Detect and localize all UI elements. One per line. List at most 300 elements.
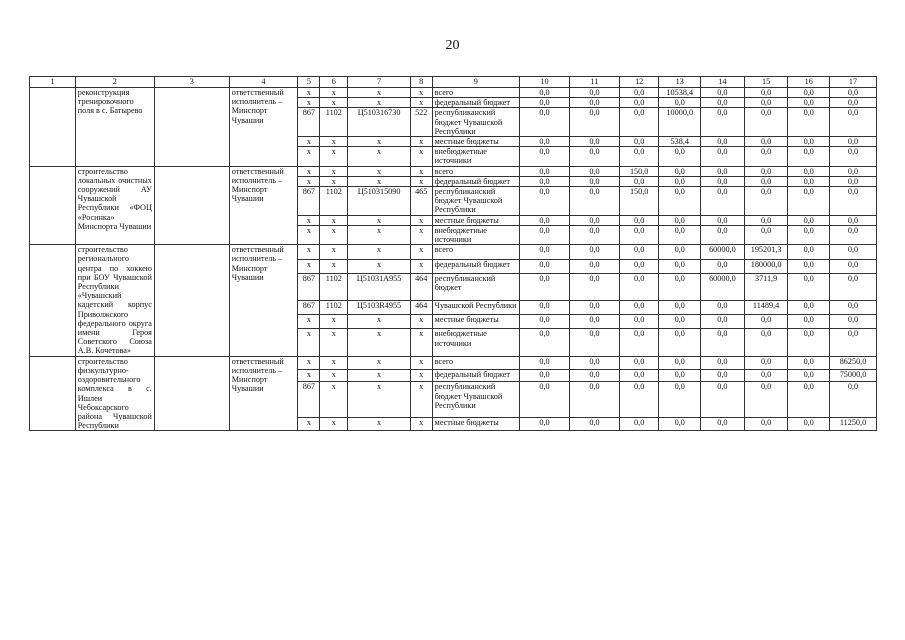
- column-header: 12: [619, 77, 659, 88]
- amount-cell: 0,0: [520, 225, 570, 244]
- code-grbs: х: [298, 137, 320, 147]
- amount-cell: 3711,9: [744, 273, 788, 300]
- code-grbs: х: [298, 315, 320, 329]
- amount-cell: 0,0: [830, 215, 877, 225]
- amount-cell: 0,0: [569, 147, 619, 166]
- amount-cell: 0,0: [619, 108, 659, 137]
- amount-cell: 0,0: [830, 329, 877, 356]
- code-target: х: [348, 356, 410, 369]
- amount-cell: 0,0: [520, 382, 570, 418]
- funding-source: местные бюджеты: [432, 418, 519, 431]
- code-target: Ц510315090: [348, 187, 410, 216]
- code-target: Ц51031А955: [348, 273, 410, 300]
- amount-cell: 86250,0: [830, 356, 877, 369]
- code-target: х: [348, 176, 410, 186]
- amount-cell: 0,0: [744, 418, 788, 431]
- code-target: Ц5103R4955: [348, 300, 410, 314]
- amount-cell: 0,0: [830, 245, 877, 259]
- amount-cell: 0,0: [701, 187, 745, 216]
- code-grbs: 867: [298, 300, 320, 314]
- code-type: х: [410, 259, 432, 273]
- amount-cell: 0,0: [830, 300, 877, 314]
- code-section: 1102: [320, 108, 348, 137]
- amount-cell: 0,0: [520, 137, 570, 147]
- amount-cell: 0,0: [788, 176, 830, 186]
- amount-cell: 0,0: [659, 176, 701, 186]
- amount-cell: 0,0: [659, 166, 701, 176]
- code-grbs: х: [298, 215, 320, 225]
- table-body: [30, 77, 877, 431]
- code-section: х: [320, 315, 348, 329]
- amount-cell: 0,0: [569, 176, 619, 186]
- amount-cell: 0,0: [830, 259, 877, 273]
- amount-cell: 0,0: [569, 187, 619, 216]
- amount-cell: 0,0: [619, 98, 659, 108]
- amount-cell: 0,0: [744, 369, 788, 382]
- amount-cell: 0,0: [569, 315, 619, 329]
- amount-cell: 0,0: [569, 245, 619, 259]
- amount-cell: 0,0: [520, 369, 570, 382]
- amount-cell: 11489,4: [744, 300, 788, 314]
- amount-cell: 0,0: [659, 187, 701, 216]
- amount-cell: 0,0: [788, 259, 830, 273]
- code-target: х: [348, 88, 410, 98]
- amount-cell: 0,0: [701, 356, 745, 369]
- amount-cell: 0,0: [744, 382, 788, 418]
- column-header: 16: [788, 77, 830, 88]
- amount-cell: 0,0: [659, 259, 701, 273]
- column-header: 15: [744, 77, 788, 88]
- amount-cell: 0,0: [569, 98, 619, 108]
- amount-cell: 0,0: [619, 245, 659, 259]
- code-target: х: [348, 215, 410, 225]
- code-target: х: [348, 98, 410, 108]
- amount-cell: 0,0: [788, 147, 830, 166]
- amount-cell: 0,0: [744, 176, 788, 186]
- funding-source: федеральный бюджет: [432, 369, 519, 382]
- amount-cell: 0,0: [520, 166, 570, 176]
- cell-col1: [30, 166, 76, 245]
- funding-source: всего: [432, 245, 519, 259]
- amount-cell: 0,0: [569, 215, 619, 225]
- amount-cell: 0,0: [788, 108, 830, 137]
- amount-cell: 0,0: [520, 88, 570, 98]
- amount-cell: 0,0: [619, 273, 659, 300]
- amount-cell: 0,0: [520, 215, 570, 225]
- amount-cell: 0,0: [701, 137, 745, 147]
- amount-cell: 0,0: [701, 166, 745, 176]
- funding-source: внебюджетные источники: [432, 225, 519, 244]
- code-grbs: х: [298, 418, 320, 431]
- amount-cell: 0,0: [788, 315, 830, 329]
- code-type: х: [410, 98, 432, 108]
- amount-cell: 0,0: [619, 300, 659, 314]
- amount-cell: 0,0: [788, 382, 830, 418]
- amount-cell: 75000,0: [830, 369, 877, 382]
- amount-cell: 0,0: [659, 98, 701, 108]
- amount-cell: 0,0: [788, 225, 830, 244]
- header-row: [30, 77, 877, 88]
- code-type: 522: [410, 108, 432, 137]
- amount-cell: 0,0: [744, 356, 788, 369]
- funding-source: внебюджетные источники: [432, 147, 519, 166]
- amount-cell: 0,0: [788, 215, 830, 225]
- code-section: х: [320, 98, 348, 108]
- amount-cell: 0,0: [744, 215, 788, 225]
- amount-cell: 0,0: [744, 187, 788, 216]
- funding-source: республиканский бюджет: [432, 273, 519, 300]
- amount-cell: 10000,0: [659, 108, 701, 137]
- code-section: х: [320, 418, 348, 431]
- code-section: х: [320, 259, 348, 273]
- amount-cell: 0,0: [569, 300, 619, 314]
- code-section: х: [320, 176, 348, 186]
- column-header: 1: [30, 77, 76, 88]
- amount-cell: 0,0: [830, 176, 877, 186]
- code-type: х: [410, 356, 432, 369]
- amount-cell: 0,0: [659, 356, 701, 369]
- code-target: х: [348, 137, 410, 147]
- amount-cell: 0,0: [744, 166, 788, 176]
- code-target: х: [348, 329, 410, 356]
- funding-source: федеральный бюджет: [432, 259, 519, 273]
- amount-cell: 0,0: [619, 315, 659, 329]
- amount-cell: 0,0: [619, 259, 659, 273]
- amount-cell: 0,0: [788, 98, 830, 108]
- code-type: х: [410, 225, 432, 244]
- amount-cell: 0,0: [569, 273, 619, 300]
- code-type: х: [410, 329, 432, 356]
- code-section: х: [320, 225, 348, 244]
- code-target: х: [348, 166, 410, 176]
- amount-cell: 0,0: [569, 369, 619, 382]
- amount-cell: 0,0: [830, 98, 877, 108]
- code-target: х: [348, 259, 410, 273]
- amount-cell: 0,0: [520, 108, 570, 137]
- amount-cell: 0,0: [520, 300, 570, 314]
- amount-cell: 0,0: [744, 329, 788, 356]
- code-section: х: [320, 369, 348, 382]
- amount-cell: 150,0: [619, 166, 659, 176]
- column-header: 14: [701, 77, 745, 88]
- amount-cell: 0,0: [520, 329, 570, 356]
- amount-cell: 0,0: [520, 245, 570, 259]
- amount-cell: 0,0: [659, 273, 701, 300]
- amount-cell: 0,0: [619, 329, 659, 356]
- table-row: [30, 245, 877, 259]
- amount-cell: 0,0: [659, 329, 701, 356]
- code-section: х: [320, 147, 348, 166]
- amount-cell: 0,0: [701, 176, 745, 186]
- code-section: х: [320, 329, 348, 356]
- amount-cell: 0,0: [701, 329, 745, 356]
- amount-cell: 0,0: [788, 418, 830, 431]
- code-grbs: х: [298, 369, 320, 382]
- code-section: х: [320, 215, 348, 225]
- code-grbs: 867: [298, 382, 320, 418]
- amount-cell: 0,0: [569, 382, 619, 418]
- amount-cell: 0,0: [659, 315, 701, 329]
- amount-cell: 0,0: [701, 225, 745, 244]
- object-name: строительство регионального центра по хоккею при БОУ Чувашской Республики «Чувашский кадетский корпус Приволжского федерального округа имени Героя Советского Союза А.В. Кочетова»: [75, 245, 154, 356]
- amount-cell: 0,0: [701, 88, 745, 98]
- code-target: Ц510316730: [348, 108, 410, 137]
- amount-cell: 0,0: [744, 147, 788, 166]
- code-target: х: [348, 147, 410, 166]
- code-grbs: х: [298, 225, 320, 244]
- column-header: 9: [432, 77, 519, 88]
- amount-cell: 0,0: [788, 245, 830, 259]
- amount-cell: 0,0: [744, 137, 788, 147]
- code-grbs: х: [298, 166, 320, 176]
- code-grbs: х: [298, 98, 320, 108]
- code-grbs: х: [298, 356, 320, 369]
- amount-cell: 0,0: [659, 215, 701, 225]
- code-target: х: [348, 369, 410, 382]
- code-grbs: х: [298, 147, 320, 166]
- column-header: 11: [569, 77, 619, 88]
- amount-cell: 0,0: [569, 259, 619, 273]
- amount-cell: 0,0: [619, 356, 659, 369]
- code-type: х: [410, 88, 432, 98]
- funding-source: всего: [432, 166, 519, 176]
- cell-col3: [154, 245, 229, 356]
- code-type: х: [410, 315, 432, 329]
- amount-cell: 0,0: [569, 88, 619, 98]
- amount-cell: 0,0: [788, 137, 830, 147]
- amount-cell: 0,0: [830, 315, 877, 329]
- amount-cell: 0,0: [788, 273, 830, 300]
- amount-cell: 0,0: [701, 215, 745, 225]
- column-header: 13: [659, 77, 701, 88]
- amount-cell: 10538,4: [659, 88, 701, 98]
- code-type: х: [410, 176, 432, 186]
- amount-cell: 0,0: [659, 382, 701, 418]
- amount-cell: 0,0: [520, 98, 570, 108]
- cell-col1: [30, 356, 76, 431]
- code-type: х: [410, 418, 432, 431]
- amount-cell: 0,0: [520, 187, 570, 216]
- funding-source: федеральный бюджет: [432, 98, 519, 108]
- amount-cell: 0,0: [830, 147, 877, 166]
- funding-source: внебюджетные источники: [432, 329, 519, 356]
- amount-cell: 538,4: [659, 137, 701, 147]
- code-type: 464: [410, 300, 432, 314]
- amount-cell: 0,0: [659, 418, 701, 431]
- amount-cell: 0,0: [659, 369, 701, 382]
- code-grbs: х: [298, 329, 320, 356]
- code-type: х: [410, 166, 432, 176]
- amount-cell: 0,0: [619, 137, 659, 147]
- column-header: 17: [830, 77, 877, 88]
- amount-cell: 0,0: [744, 98, 788, 108]
- code-target: х: [348, 315, 410, 329]
- amount-cell: 0,0: [701, 108, 745, 137]
- amount-cell: 0,0: [619, 369, 659, 382]
- code-section: 1102: [320, 187, 348, 216]
- amount-cell: 0,0: [830, 166, 877, 176]
- amount-cell: 0,0: [569, 108, 619, 137]
- code-grbs: 867: [298, 187, 320, 216]
- object-name: строительство локальных очистных сооружений АУ Чувашской Республики «ФОЦ «Росинка» Минспорта Чувашии: [75, 166, 154, 245]
- amount-cell: 0,0: [788, 356, 830, 369]
- code-type: х: [410, 382, 432, 418]
- code-section: х: [320, 88, 348, 98]
- code-type: х: [410, 369, 432, 382]
- code-grbs: х: [298, 176, 320, 186]
- amount-cell: 0,0: [619, 88, 659, 98]
- column-header: 6: [320, 77, 348, 88]
- table-row: [30, 356, 877, 369]
- column-header: 2: [75, 77, 154, 88]
- amount-cell: 0,0: [619, 147, 659, 166]
- cell-col3: [154, 356, 229, 431]
- amount-cell: 0,0: [659, 225, 701, 244]
- column-header: 8: [410, 77, 432, 88]
- amount-cell: 0,0: [619, 225, 659, 244]
- code-grbs: х: [298, 88, 320, 98]
- funding-source: всего: [432, 356, 519, 369]
- amount-cell: 0,0: [659, 245, 701, 259]
- table-row: [30, 166, 877, 176]
- amount-cell: 0,0: [619, 382, 659, 418]
- amount-cell: 0,0: [830, 187, 877, 216]
- page-number: 20: [445, 38, 460, 53]
- responsible-executor: ответственный исполнитель – Минспорт Чувашии: [229, 88, 298, 167]
- column-header: 7: [348, 77, 410, 88]
- amount-cell: 0,0: [830, 382, 877, 418]
- code-target: х: [348, 225, 410, 244]
- amount-cell: 0,0: [520, 356, 570, 369]
- funding-source: федеральный бюджет: [432, 176, 519, 186]
- code-section: х: [320, 166, 348, 176]
- code-section: 1102: [320, 273, 348, 300]
- cell-col1: [30, 245, 76, 356]
- funding-source: всего: [432, 88, 519, 98]
- amount-cell: 180000,0: [744, 259, 788, 273]
- amount-cell: 0,0: [619, 215, 659, 225]
- cell-col3: [154, 88, 229, 167]
- code-grbs: 867: [298, 108, 320, 137]
- amount-cell: 0,0: [659, 147, 701, 166]
- cell-col3: [154, 166, 229, 245]
- responsible-executor: ответственный исполнитель – Минспорт Чувашии: [229, 356, 298, 431]
- amount-cell: 0,0: [701, 300, 745, 314]
- code-section: х: [320, 245, 348, 259]
- amount-cell: 0,0: [788, 329, 830, 356]
- amount-cell: 0,0: [619, 176, 659, 186]
- responsible-executor: ответственный исполнитель – Минспорт Чувашии: [229, 245, 298, 356]
- amount-cell: 0,0: [701, 315, 745, 329]
- budget-table: [29, 76, 877, 431]
- amount-cell: 0,0: [830, 225, 877, 244]
- column-header: 4: [229, 77, 298, 88]
- amount-cell: 0,0: [788, 187, 830, 216]
- amount-cell: 0,0: [744, 88, 788, 98]
- amount-cell: 0,0: [788, 300, 830, 314]
- responsible-executor: ответственный исполнитель – Минспорт Чувашии: [229, 166, 298, 245]
- amount-cell: 0,0: [569, 329, 619, 356]
- amount-cell: 0,0: [744, 315, 788, 329]
- object-name: реконструкция тренировочного поля в с. Батырево: [75, 88, 154, 167]
- table-row: [30, 88, 877, 98]
- code-grbs: х: [298, 259, 320, 273]
- amount-cell: 0,0: [520, 315, 570, 329]
- code-type: 464: [410, 273, 432, 300]
- funding-source: республиканский бюджет Чувашской Республики: [432, 382, 519, 418]
- amount-cell: 0,0: [569, 137, 619, 147]
- object-name: строительство физкультурно-оздоровительного комплекса в с. Ишлеи Чебоксарского района Чувашской Республики: [75, 356, 154, 431]
- code-grbs: х: [298, 245, 320, 259]
- cell-col1: [30, 88, 76, 167]
- code-section: х: [320, 137, 348, 147]
- amount-cell: 0,0: [569, 418, 619, 431]
- code-target: х: [348, 418, 410, 431]
- amount-cell: 0,0: [830, 108, 877, 137]
- amount-cell: 0,0: [788, 166, 830, 176]
- code-target: х: [348, 245, 410, 259]
- amount-cell: 0,0: [744, 225, 788, 244]
- funding-source: местные бюджеты: [432, 215, 519, 225]
- funding-source: Чувашской Республики: [432, 300, 519, 314]
- code-type: х: [410, 245, 432, 259]
- code-type: х: [410, 137, 432, 147]
- code-section: х: [320, 356, 348, 369]
- amount-cell: 0,0: [659, 300, 701, 314]
- code-section: 1102: [320, 300, 348, 314]
- amount-cell: 0,0: [788, 369, 830, 382]
- amount-cell: 0,0: [520, 259, 570, 273]
- amount-cell: 0,0: [569, 225, 619, 244]
- code-type: х: [410, 147, 432, 166]
- funding-source: республиканский бюджет Чувашской Республики: [432, 108, 519, 137]
- amount-cell: 0,0: [701, 382, 745, 418]
- code-grbs: 867: [298, 273, 320, 300]
- amount-cell: 0,0: [701, 259, 745, 273]
- amount-cell: 0,0: [619, 418, 659, 431]
- amount-cell: 0,0: [830, 88, 877, 98]
- amount-cell: 0,0: [520, 273, 570, 300]
- amount-cell: 0,0: [744, 108, 788, 137]
- column-header: 3: [154, 77, 229, 88]
- amount-cell: 0,0: [569, 356, 619, 369]
- amount-cell: 11250,0: [830, 418, 877, 431]
- amount-cell: 0,0: [569, 166, 619, 176]
- amount-cell: 0,0: [520, 418, 570, 431]
- code-target: х: [348, 382, 410, 418]
- code-type: х: [410, 215, 432, 225]
- amount-cell: 0,0: [830, 137, 877, 147]
- funding-source: республиканский бюджет Чувашской Республики: [432, 187, 519, 216]
- code-section: х: [320, 382, 348, 418]
- amount-cell: 0,0: [701, 418, 745, 431]
- amount-cell: 60000,0: [701, 245, 745, 259]
- amount-cell: 60000,0: [701, 273, 745, 300]
- amount-cell: 0,0: [701, 98, 745, 108]
- amount-cell: 195201,3: [744, 245, 788, 259]
- amount-cell: 0,0: [830, 273, 877, 300]
- amount-cell: 0,0: [701, 147, 745, 166]
- funding-source: местные бюджеты: [432, 137, 519, 147]
- column-header: 5: [298, 77, 320, 88]
- amount-cell: 0,0: [788, 88, 830, 98]
- amount-cell: 0,0: [520, 147, 570, 166]
- amount-cell: 0,0: [520, 176, 570, 186]
- amount-cell: 0,0: [701, 369, 745, 382]
- code-type: 465: [410, 187, 432, 216]
- column-header: 10: [520, 77, 570, 88]
- amount-cell: 150,0: [619, 187, 659, 216]
